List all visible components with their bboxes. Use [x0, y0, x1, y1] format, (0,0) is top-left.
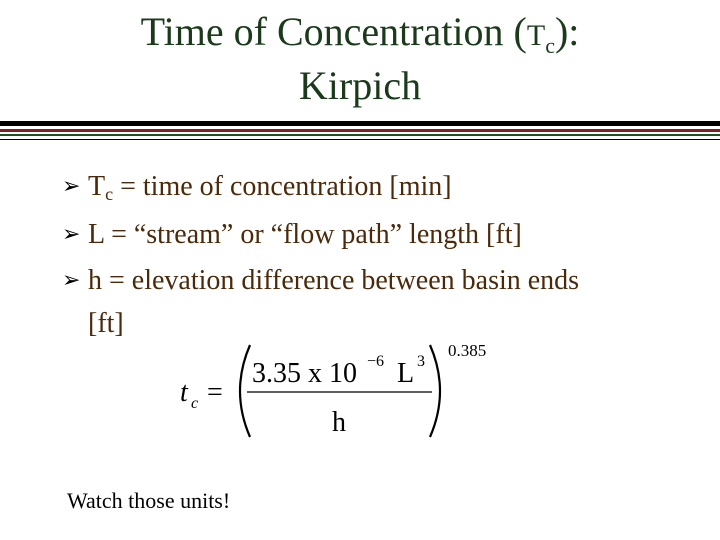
bullet-elevation-text: h = elevation difference between basin ends [88, 265, 580, 296]
formula-equals: = [207, 377, 223, 408]
arrow-bullet-icon: ➢ [62, 268, 81, 293]
title-line-2: Kirpich [298, 63, 422, 108]
left-paren-icon [240, 345, 250, 437]
units-note: Watch those units! [67, 488, 231, 513]
bullet-tc-symbol: T [88, 171, 106, 202]
bullet-tc-text: = time of concentration [min] [113, 171, 452, 202]
formula-numerator-variable: L [397, 358, 415, 389]
arrow-bullet-icon: ➢ [62, 222, 81, 247]
right-paren-icon [430, 345, 440, 437]
formula-numerator-variable-exponent: 3 [417, 353, 425, 370]
formula-denominator: h [332, 407, 346, 438]
formula-numerator-exponent: −6 [367, 353, 385, 370]
formula-numerator-coefficient: 3.35 x 10 [252, 358, 357, 389]
formula-outer-exponent: 0.385 [448, 341, 487, 360]
title-text: Time of Concentration ( [140, 9, 527, 54]
bullet-elevation-unit: [ft] [88, 308, 124, 339]
formula-lhs-t: t [180, 377, 188, 408]
bullet-tc-subscript: c [105, 184, 114, 204]
bullet-length-text: L = “stream” or “flow path” length [ft] [88, 219, 522, 250]
formula-lhs-subscript: c [191, 395, 199, 412]
title-c-subscript: c [545, 33, 555, 58]
title-t-symbol: T [526, 19, 546, 52]
arrow-bullet-icon: ➢ [62, 174, 81, 199]
title-suffix: ): [554, 9, 580, 54]
